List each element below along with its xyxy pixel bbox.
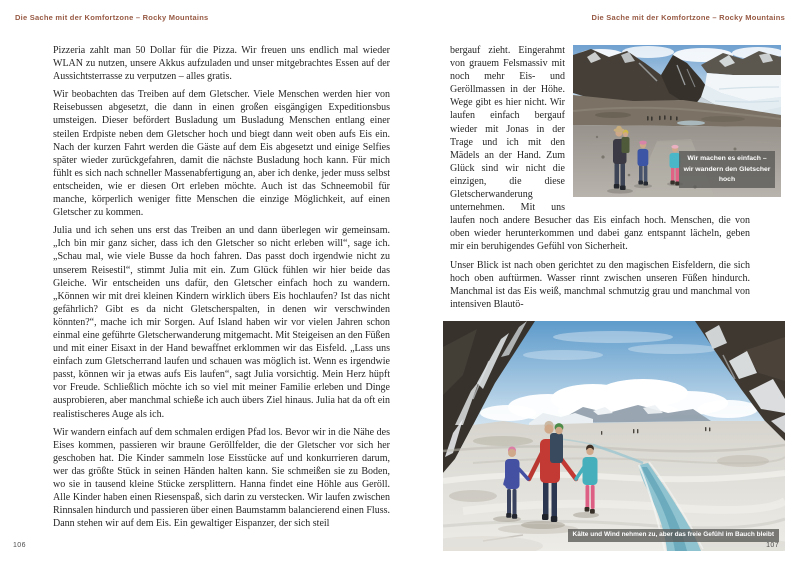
running-header-right: Die Sache mit der Komfortzone – Rocky Mountains: [591, 13, 785, 22]
paragraph-pfad: Wir wandern einfach auf dem schmalen erdigen Pfad los. Bevor wir in die Nähe des Eises kommen, passieren wir braune Geröllfelder, die der Gletscher vor sich her geschoben hat. Die Kinder sammeln lose Eisstücke auf und konkurrieren darum, wer das größte Stück in seinen Händen halten kann. Sie schmeißen sie zu Boden, wo sie in tausend kleine Stücke zersplittern. Hanna findet eine Höhle aus Geröll. Alle Kinder haben einen Riesenspaß, sich darin zu verstecken. Wir laufen zwischen Rinnsalen hindurch und passieren über einen Baumstamm balancierend einen Fluss. Dann stehen wir auf dem Eis. Ein gewaltiger Eispanzer, der sich steil: [53, 426, 390, 530]
paragraph-bergauf: bergauf zieht. Eingerahmt von grauem Felsmassiv mit noch mehr Eis- und Geröllmassen in der Höhe. Wege gibt es hier nicht. Wir laufen einfach bergauf wieder mit Jonas in der Trage und ich mit den Mädels an der Hand. Zum Glück sind wir nicht die einzigen, die diese Gletscherwanderung unternehmen. Mit uns laufen noch andere Besucher das Eis einfach hoch. Menschen, die von oben wieder herunterkommen und dabei ganz entspannt lächeln, geben mir ein beruhigendes Gefühl von Sicherheit.: [450, 45, 750, 253]
paragraph-pizzeria: Pizzeria zahlt man 50 Dollar für die Pizza. Wir freuen uns endlich mal wieder WLAN zu nutzen, unsere Akkus aufzuladen und unser mitgebrachtes Essen auf der Aussichtsterrasse zu verputzen – alles gratis.: [53, 45, 390, 83]
page-number-right: 107: [766, 542, 779, 549]
left-text-block: [53, 44, 390, 530]
paragraph-treiben: Wir beobachten das Treiben auf dem Gletscher. Viele Menschen werden hier von Reisebussen abgesetzt, die dann in einen großen eisgängigen Expeditionsbus umsteigen. Dieser befördert Busladung um Busladung Menschen entlang einer steilen Erdpiste neben dem Gletscher hoch und biegt dann weit oben aufs Eis ein. Nach der kurzen Fahrt werden die Gäste auf dem Eis abgesetzt und einige Selfies später wieder zurückgefahren, damit die nächste Busladung hoch kann. Für mich fühlt es sich nach schneller Massenabfertigung an, aber ich denke, jeder muss selbst entscheiden, wie er diesen Ort erleben möchte. Auch ist das Schneemobil für manche, körperlich weniger fitte Menschen die einzige Möglichkeit, auf einen Gletscher zu kommen.: [53, 89, 390, 219]
running-header-left: Die Sache mit der Komfortzone – Rocky Mountains: [15, 13, 209, 22]
paragraph-julia: Julia und ich sehen uns erst das Treiben an und dann überlegen wir gemeinsam. „Ich bin mir ganz sicher, dass ich den Gletscher so nicht erleben will“, sage ich. „Schau mal, wie viele Busse da hoch fahren. Das passt doch irgendwie nicht zu unserem Reisestil“, stimmt Julia mit ein. Zum Glück fühlen wir hier beide das Gleiche. Wir entscheiden uns dafür, den Gletscher einfach hoch zu wandern. „Können wir mit drei kleinen Kindern wirklich übers Eis hochlaufen? Ist das nicht gefährlich? Gibt es da nicht Gletscherspalten, in denen wir verschwinden könnten?“, mache ich mir Sorgen. Auf Island haben wir vor vielen Jahren schon einmal eine geführte Gletscherwanderung mitgemacht. Mit Steigeisen an den Füßen und mit einer Eisaxt in der Hand bewaffnet erklommen wir das Eisfeld. „Lass uns einfach zum Gletscherrand laufen und schauen was möglich ist. Wenn es irgendwie passt, können wir ja etwas aufs Eis laufen“, sagt Julia vorsichtig. Mein Herz hüpft vor Freude. Schließlich möchte ich so viel mit meiner Familie erleben und Dinge ausprobieren, aber manchmal schieße ich auch übers Ziel hinaus. Julia hat da oft ein realistischeres Auge als ich.: [53, 225, 390, 420]
photo-caption-2: Kälte und Wind nehmen zu, aber das freie Gefühl im Bauch bleibt: [568, 529, 779, 542]
photo-glacier-family: [443, 321, 785, 551]
photo-caption-1: Wir machen es einfach – wir wandern den Gletscher hoch: [679, 151, 775, 188]
paragraph-blick: Unser Blick ist nach oben gerichtet zu den magischen Eisfeldern, die sich hoch oben auftürmen. Wasser rinnt zwischen unseren Füßen hindurch. Manchmal ist das Eis weiß, manchmal schmutzig grau und manchmal von intensiven Blautö-: [450, 259, 750, 310]
page-number-left: 106: [13, 542, 26, 549]
photo-glacier-approach: [573, 45, 781, 197]
photo-glacier-family-image: [443, 321, 785, 551]
